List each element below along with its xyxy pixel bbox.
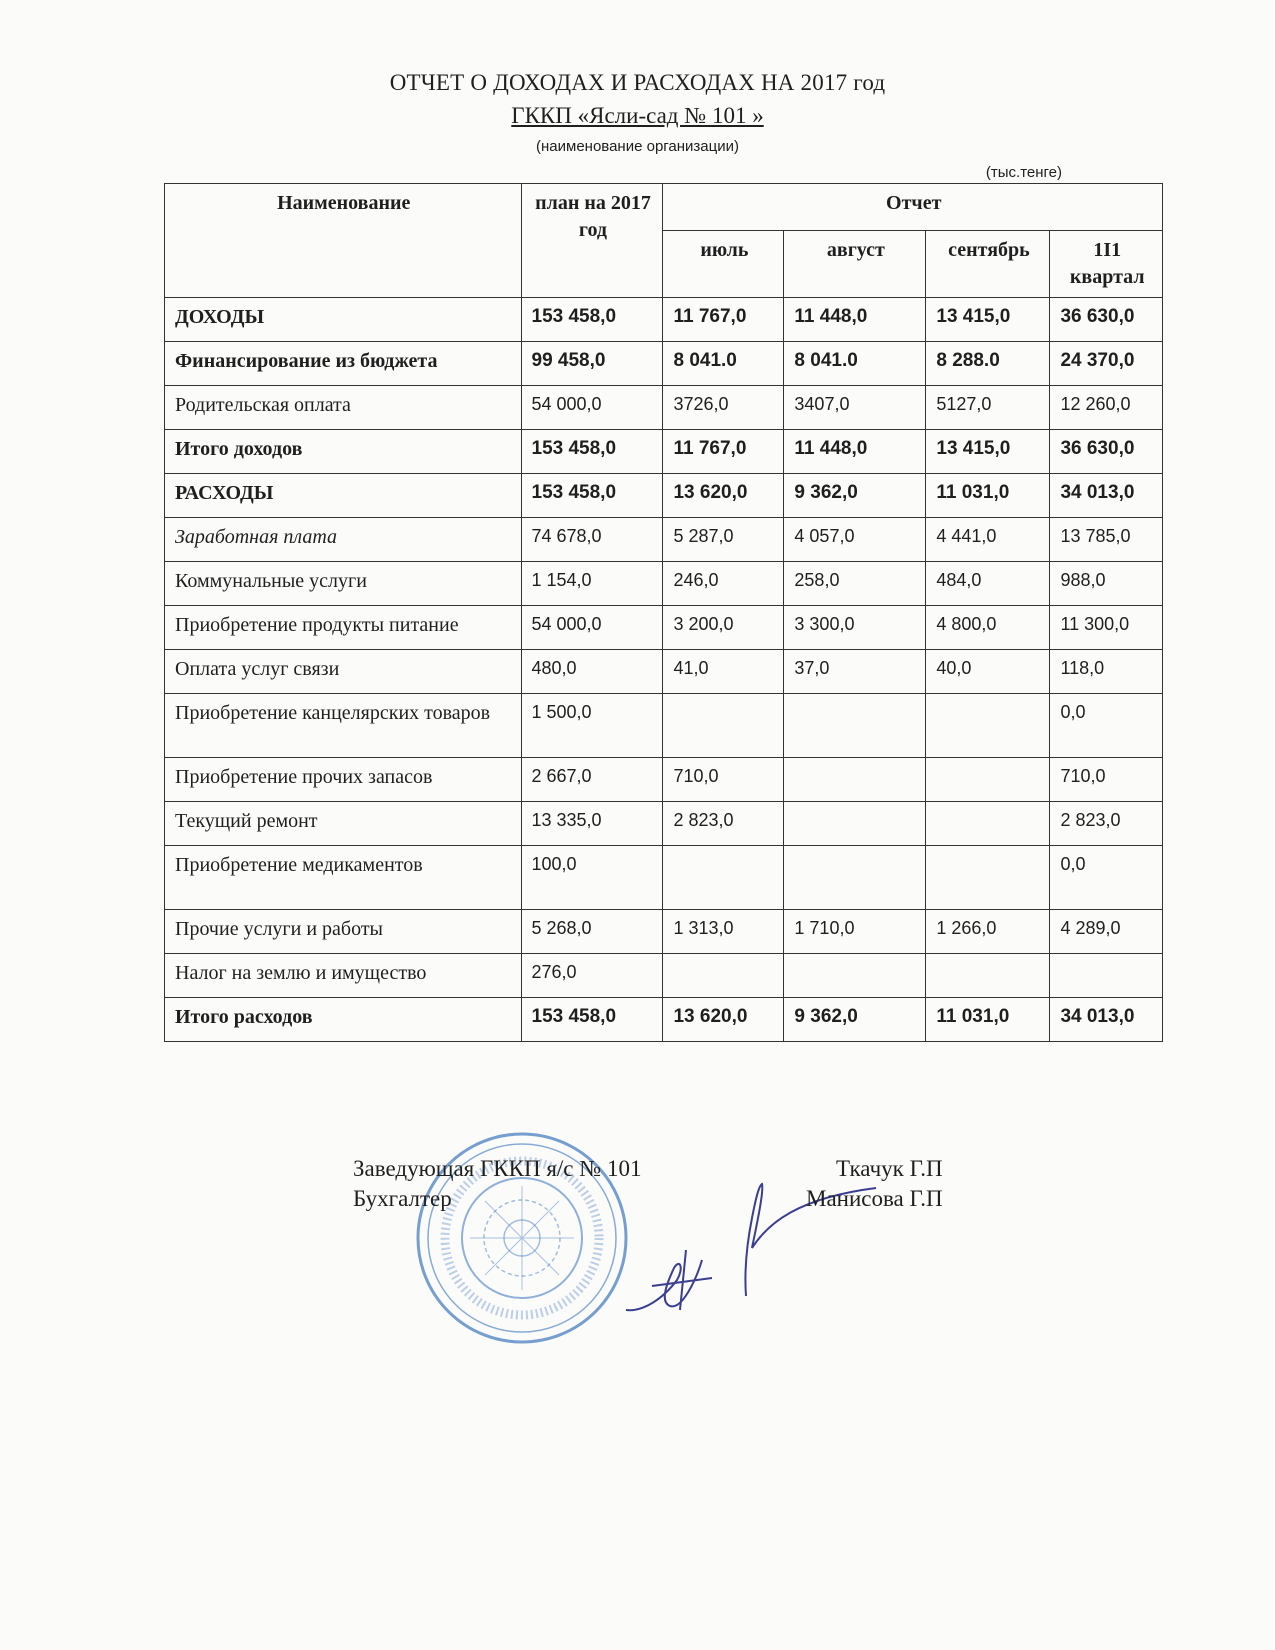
organization-name: ГККП «Ясли-сад № 101 »	[511, 103, 764, 128]
table-row	[165, 342, 1163, 386]
row-july: 13 620,0	[663, 474, 784, 518]
row-quarter: 36 630,0	[1050, 298, 1163, 342]
row-september: 4 441,0	[926, 518, 1050, 562]
row-july	[663, 846, 784, 910]
row-quarter: 24 370,0	[1050, 342, 1163, 386]
row-plan: 153 458,0	[521, 298, 663, 342]
row-august	[784, 758, 926, 802]
row-plan: 54 000,0	[521, 386, 663, 430]
head-name: Ткачук Г.П	[836, 1156, 943, 1181]
row-september	[926, 758, 1050, 802]
units-label: (тыс.тенге)	[985, 164, 1062, 181]
table-row	[165, 998, 1163, 1042]
row-quarter: 11 300,0	[1050, 606, 1163, 650]
row-september: 11 031,0	[926, 998, 1050, 1042]
table-row	[165, 846, 1163, 910]
row-plan: 54 000,0	[521, 606, 663, 650]
head-title: Заведующая ГККП я/с № 101	[353, 1156, 642, 1181]
row-september	[926, 802, 1050, 846]
row-august: 11 448,0	[784, 430, 926, 474]
row-august: 37,0	[784, 650, 926, 694]
row-july: 2 823,0	[663, 802, 784, 846]
accountant-title: Бухгалтер	[353, 1186, 452, 1211]
row-quarter: 0,0	[1050, 694, 1163, 758]
accountant-name: Манисова Г.П	[806, 1186, 943, 1211]
row-august: 258,0	[784, 562, 926, 606]
row-name: Приобретение продукты питание	[165, 606, 522, 650]
row-quarter: 4 289,0	[1050, 910, 1163, 954]
row-september: 8 288.0	[926, 342, 1050, 386]
row-september: 4 800,0	[926, 606, 1050, 650]
row-name: ДОХОДЫ	[165, 298, 522, 342]
row-quarter: 0,0	[1050, 846, 1163, 910]
row-august: 3407,0	[784, 386, 926, 430]
row-quarter: 34 013,0	[1050, 474, 1163, 518]
row-plan: 153 458,0	[521, 430, 663, 474]
row-july: 8 041.0	[663, 342, 784, 386]
row-quarter: 12 260,0	[1050, 386, 1163, 430]
row-july	[663, 694, 784, 758]
row-plan: 2 667,0	[521, 758, 663, 802]
row-july: 1 313,0	[663, 910, 784, 954]
row-plan: 1 500,0	[521, 694, 663, 758]
row-september: 484,0	[926, 562, 1050, 606]
row-quarter: 36 630,0	[1050, 430, 1163, 474]
row-august	[784, 846, 926, 910]
row-name: Приобретение канцелярских товаров	[165, 694, 522, 758]
row-quarter	[1050, 954, 1163, 998]
row-name: Текущий ремонт	[165, 802, 522, 846]
table-row	[165, 606, 1163, 650]
row-july: 13 620,0	[663, 998, 784, 1042]
header-july: июль	[663, 231, 784, 298]
row-plan: 13 335,0	[521, 802, 663, 846]
table-row	[165, 430, 1163, 474]
row-quarter: 710,0	[1050, 758, 1163, 802]
row-july: 3 200,0	[663, 606, 784, 650]
row-name: Коммунальные услуги	[165, 562, 522, 606]
row-july: 3726,0	[663, 386, 784, 430]
row-august: 4 057,0	[784, 518, 926, 562]
accountant-signature	[622, 1240, 722, 1320]
row-august: 9 362,0	[784, 474, 926, 518]
table-row	[165, 562, 1163, 606]
row-quarter: 118,0	[1050, 650, 1163, 694]
row-august: 3 300,0	[784, 606, 926, 650]
row-name: РАСХОДЫ	[165, 474, 522, 518]
row-plan: 100,0	[521, 846, 663, 910]
row-name: Прочие услуги и работы	[165, 910, 522, 954]
row-july: 246,0	[663, 562, 784, 606]
header-report: Отчет	[663, 184, 1163, 231]
report-title: ОТЧЕТ О ДОХОДАХ И РАСХОДАХ НА 2017 год	[389, 70, 886, 95]
table-row	[165, 910, 1163, 954]
row-august	[784, 954, 926, 998]
table-row	[165, 518, 1163, 562]
row-august	[784, 802, 926, 846]
header-plan: план на 2017 год	[521, 184, 663, 298]
header-september: сентябрь	[926, 231, 1050, 298]
row-plan: 153 458,0	[521, 474, 663, 518]
row-july: 710,0	[663, 758, 784, 802]
table-row	[165, 298, 1163, 342]
row-name: Родительская оплата	[165, 386, 522, 430]
row-plan: 1 154,0	[521, 562, 663, 606]
row-september: 13 415,0	[926, 298, 1050, 342]
row-quarter: 34 013,0	[1050, 998, 1163, 1042]
row-plan: 99 458,0	[521, 342, 663, 386]
row-plan: 74 678,0	[521, 518, 663, 562]
row-august	[784, 694, 926, 758]
row-july: 5 287,0	[663, 518, 784, 562]
table-row	[165, 650, 1163, 694]
row-september: 11 031,0	[926, 474, 1050, 518]
row-name: Итого расходов	[165, 998, 522, 1042]
row-july	[663, 954, 784, 998]
row-plan: 153 458,0	[521, 998, 663, 1042]
row-plan: 480,0	[521, 650, 663, 694]
row-september	[926, 694, 1050, 758]
income-expense-table	[164, 183, 1163, 1042]
row-july: 11 767,0	[663, 430, 784, 474]
header-name: Наименование	[165, 184, 522, 298]
table-row	[165, 758, 1163, 802]
row-september: 5127,0	[926, 386, 1050, 430]
row-name: Оплата услуг связи	[165, 650, 522, 694]
row-name: Заработная плата	[165, 518, 522, 562]
row-august: 9 362,0	[784, 998, 926, 1042]
row-august: 11 448,0	[784, 298, 926, 342]
row-plan: 5 268,0	[521, 910, 663, 954]
row-september	[926, 954, 1050, 998]
row-july: 41,0	[663, 650, 784, 694]
organization-caption: (наименование организации)	[536, 138, 739, 155]
row-quarter: 988,0	[1050, 562, 1163, 606]
table-row	[165, 474, 1163, 518]
row-plan: 276,0	[521, 954, 663, 998]
row-september: 1 266,0	[926, 910, 1050, 954]
row-september: 13 415,0	[926, 430, 1050, 474]
table-row	[165, 694, 1163, 758]
header-august: август	[784, 231, 926, 298]
table-row	[165, 954, 1163, 998]
row-september: 40,0	[926, 650, 1050, 694]
row-august: 8 041.0	[784, 342, 926, 386]
row-august: 1 710,0	[784, 910, 926, 954]
row-name: Финансирование из бюджета	[165, 342, 522, 386]
row-september	[926, 846, 1050, 910]
row-name: Итого доходов	[165, 430, 522, 474]
row-name: Приобретение медикаментов	[165, 846, 522, 910]
table-row	[165, 386, 1163, 430]
row-quarter: 2 823,0	[1050, 802, 1163, 846]
row-july: 11 767,0	[663, 298, 784, 342]
table-row	[165, 802, 1163, 846]
header-quarter: 1I1 квартал	[1050, 231, 1163, 298]
row-name: Приобретение прочих запасов	[165, 758, 522, 802]
row-quarter: 13 785,0	[1050, 518, 1163, 562]
row-name: Налог на землю и имущество	[165, 954, 522, 998]
